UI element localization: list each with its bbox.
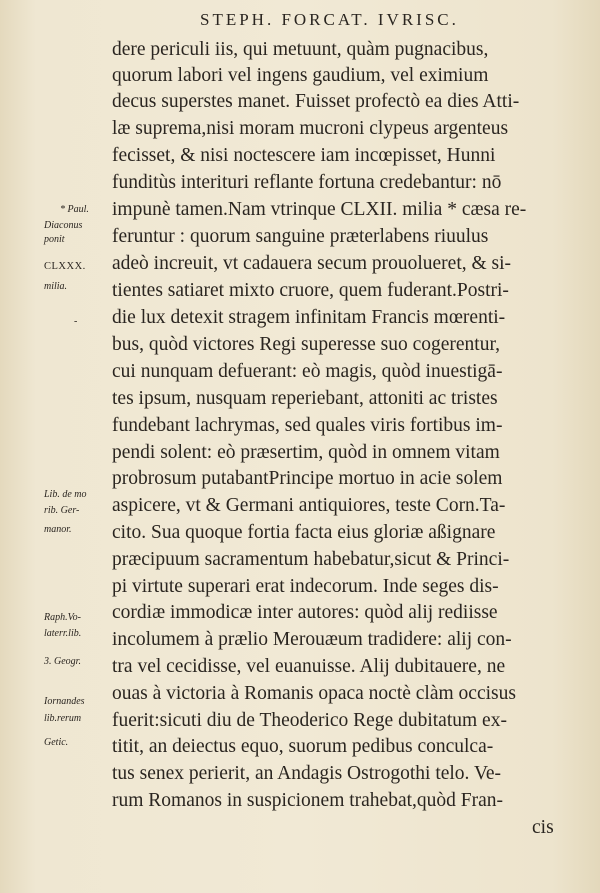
margin-note-iorn-2: lib.rerum: [44, 713, 82, 724]
margin-note-lib-mor-3: manor.: [44, 524, 72, 535]
text-line: aspicere, vt & Germani antiquiores, teste Corn.Ta-: [112, 495, 506, 516]
text-line: fecisset, & nisi noctescere iam incœpisset, Hunni: [112, 145, 496, 166]
text-line: tus senex perierit, an Andagis Ostrogothi telo. Ve-: [112, 763, 502, 784]
text-line: cito. Sua quoque fortia facta eius gloriæ aßignare: [112, 522, 496, 543]
margin-note-iorn-1: Iornandes: [44, 696, 85, 707]
text-line: quorum labori vel ingens gaudium, vel eximium: [112, 65, 489, 86]
margin-note-diaconus: Diaconus: [44, 220, 83, 231]
margin-note-clxxx: CLXXX.: [44, 261, 86, 272]
text-line: incolumem à prælio Merouæum tradidere: alij con-: [112, 629, 512, 650]
margin-note-raph-1: Raph.Vo-: [44, 612, 81, 623]
text-line: adeò increuit, vt cadauera secum prouolueret, & si-: [112, 253, 512, 274]
text-line: læ suprema,nisi moram mucroni clypeus argenteus: [112, 118, 509, 139]
margin-note-lib-mor-2: rib. Ger-: [44, 505, 80, 516]
text-line: tientes satiaret mixto cruore, quem fuderant.Postri-: [112, 280, 509, 301]
margin-note-milia: milia.: [44, 281, 68, 292]
text-line: præcipuum sacramentum habebatur,sicut & Princi-: [112, 549, 510, 570]
running-header: STEPH. FORCAT. IVRISC.: [200, 10, 459, 29]
text-line: pi virtute superari erat indecorum. Inde seges dis-: [112, 576, 499, 597]
text-line: impunè tamen.Nam vtrinque CLXII. milia * cæsa re-: [112, 199, 527, 220]
margin-note-paul: * Paul.: [60, 204, 89, 215]
text-line: feruntur : quorum sanguine præterlabens riuulus: [112, 226, 489, 247]
margin-note-raph-3: 3. Geogr.: [44, 656, 81, 667]
text-line: ouas à victoria à Romanis opaca noctè clàm occisus: [112, 683, 516, 704]
margin-note-raph-2: laterr.lib.: [44, 628, 82, 639]
text-line: cis: [532, 817, 554, 838]
text-line: rum Romanos in suspicionem trahebat,quòd Fran-: [112, 790, 504, 811]
margin-note-lib-mor-1: Lib. de mo: [44, 489, 87, 500]
margin-note-ponit: ponit: [44, 234, 65, 245]
text-line: cui nunquam defuerant: eò magis, quòd inuestigā-: [112, 361, 503, 382]
text-line: fundebant lachrymas, sed quales viris fortibus im-: [112, 415, 503, 436]
text-line: titit, an deiectus equo, suorum pedibus conculca-: [112, 736, 494, 757]
text-line: cordiæ immodicæ inter autores: quòd alij rediisse: [112, 602, 498, 623]
text-line: tra vel cecidisse, vel euanuisse. Alij dubitauere, ne: [112, 656, 506, 677]
text-line: decus superstes manet. Fuisset profectò ea dies Atti-: [112, 91, 520, 112]
text-line: die lux detexit stragem infinitam Francis mœrenti-: [112, 307, 506, 328]
text-line: probrosum putabantPrincipe mortuo in acie solem: [112, 468, 503, 489]
text-line: tes ipsum, nusquam reperiebant, attoniti ac tristes: [112, 388, 498, 409]
text-line: fuerit:sicuti diu de Theoderico Rege dubitatum ex-: [112, 710, 507, 731]
margin-dash: -: [74, 316, 78, 327]
text-line: bus, quòd victores Regi superesse suo cogerentur,: [112, 334, 501, 355]
margin-note-iorn-3: Getic.: [44, 737, 69, 748]
text-line: pendi solent: eò præsertim, quòd in omnem vitam: [112, 442, 500, 463]
text-line: dere periculi iis, qui metuunt, quàm pugnacibus,: [112, 39, 489, 60]
text-line: funditùs interituri reflante fortuna credebantur: nō: [112, 172, 502, 193]
